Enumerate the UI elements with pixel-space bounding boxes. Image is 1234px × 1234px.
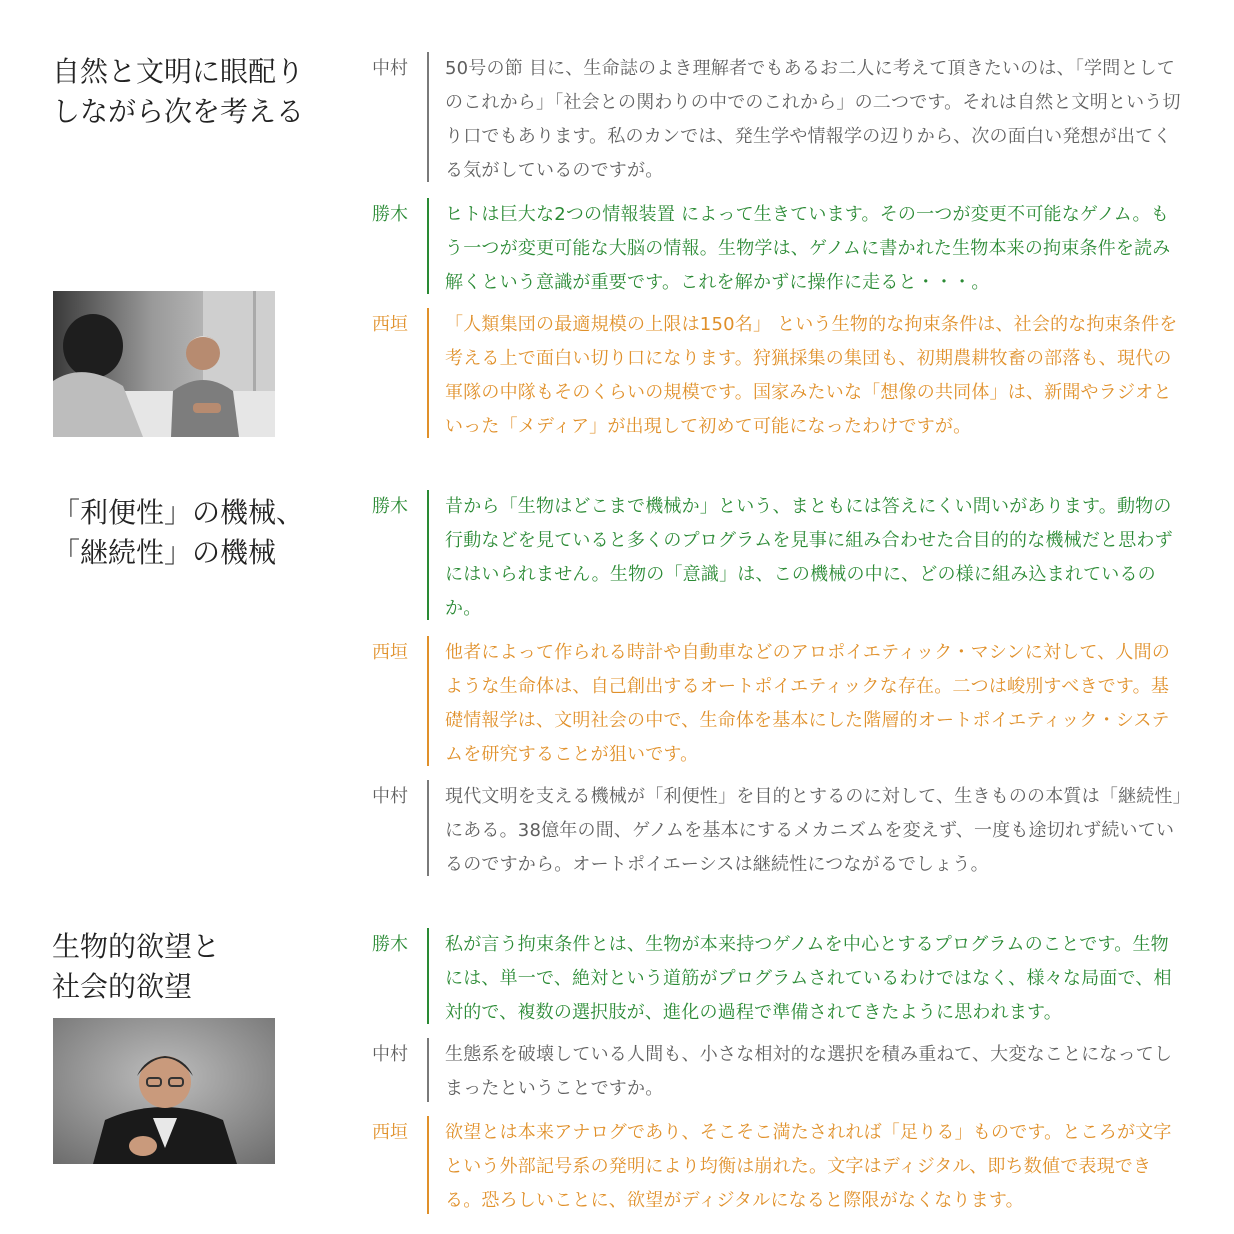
dialogue-text: 私が言う拘束条件とは、生物が本来持つゲノムを中心とするプログラムのことです。生物には、単一で、絶対という道筋がプログラムされているわけではなく、様々な局面で、相対的で、複数の選択肢が、進化の過程で準備されてきたように思われます。 (445, 934, 1172, 1023)
entry-3-nishigaki (372, 308, 1184, 438)
speaker-label: 中村 (372, 786, 408, 807)
dialogue-text: 他者によって作られる時計や自動車などのアロポイエティック・マシンに対して、人間のような生命体は、自己創出するオートポイエティックな存在。二つは峻別すべきです。基礎情報学は、文明社会の中で、生命体を基本にした階層的オートポイエティック・システムを研究することが狙いです。 (445, 642, 1171, 765)
speaker-label: 勝木 (372, 204, 408, 225)
speaker-bar (427, 636, 429, 766)
speaker-bar (427, 490, 429, 620)
speaker-label: 勝木 (372, 496, 408, 517)
speaker-bar (427, 780, 429, 876)
entry-2-katsuki (372, 198, 1184, 294)
speaker-bar (427, 1116, 429, 1214)
section-1-heading: 自然と文明に眼配り しながら次を考える (52, 55, 305, 128)
speaker-bar (427, 52, 429, 182)
section-3-heading: 生物的欲望と 社会的欲望 (52, 930, 221, 1003)
dialogue-text: ヒトは巨大な2つの情報装置 によって生きています。その一つが変更不可能なゲノム。もう一つが変更可能な大脳の情報。生物学は、ゲノムに書かれた生物本来の拘束条件を読み解くという意識が重要です。これを解かずに操作に走ると・・・。 (445, 204, 1171, 293)
dialogue-text: 昔から「生物はどこまで機械か」という、まともには答えにくい問いがあります。動物の行動などを見ていると多くのプログラムを見事に組み合わせた合目的的な機械だと思わずにはいられません。生物の「意識」は、この機械の中に、どの様に組み込まれているのか。 (445, 496, 1173, 619)
speaker-label: 西垣 (372, 314, 408, 335)
speaker-bar (427, 308, 429, 438)
dialogue-text: 欲望とは本来アナログであり、そこそこ満たされれば「足りる」ものです。ところが文字という外部記号系の発明により均衡は崩れた。文字はディジタル、即ち数値で表現できる。恐ろしいことに、欲望がディジタルになると際限がなくなります。 (445, 1122, 1172, 1211)
speaker-label: 西垣 (372, 1122, 408, 1143)
conversation-photo (53, 291, 275, 437)
entry-6-nakamura (372, 780, 1184, 876)
entry-8-nakamura (372, 1038, 1184, 1102)
speaker-label: 西垣 (372, 642, 408, 663)
entry-5-nishigaki (372, 636, 1184, 766)
speaker-label: 中村 (372, 58, 408, 79)
dialogue-text: 現代文明を支える機械が「利便性」を目的とするのに対して、生きものの本質は「継続性」にある。38億年の間、ゲノムを基本にするメカニズムを変えず、一度も途切れず続いているのですから。オートポイエーシスは継続性につながるでしょう。 (445, 786, 1182, 875)
speaker-label: 勝木 (372, 934, 408, 955)
section-2-heading: 「利便性」の機械、 「継続性」の機械 (52, 496, 305, 569)
speaker-bar (427, 198, 429, 294)
dialogue-text: 生態系を破壊している人間も、小さな相対的な選択を積み重ねて、大変なことになってしまったということですか。 (445, 1044, 1173, 1099)
entry-7-katsuki (372, 928, 1184, 1024)
entry-4-katsuki (372, 490, 1184, 620)
speaker-label: 中村 (372, 1044, 408, 1065)
entry-9-nishigaki (372, 1116, 1184, 1214)
entry-1-nakamura (372, 52, 1184, 182)
dialogue-text: 「人類集団の最適規模の上限は150名」 という生物的な拘束条件は、社会的な拘束条件を考える上で面白い切り口になります。狩猟採集の集団も、初期農耕牧畜の部落も、現代の軍隊の中隊もそのくらいの規模です。国家みたいな「想像の共同体」は、新聞やラジオといった「メディア」が出現して初めて可能になったわけですが。 (445, 314, 1178, 437)
portrait-photo (53, 1018, 275, 1164)
dialogue-text: 50号の節 目に、生命誌のよき理解者でもあるお二人に考えて頂きたいのは、「学問としてのこれから」「社会との関わりの中でのこれから」の二つです。それは自然と文明という切り口でもあります。私のカンでは、発生学や情報学の辺りから、次の面白い発想が出てくる気がしているのですが。 (445, 58, 1181, 181)
speaker-bar (427, 928, 429, 1024)
speaker-bar (427, 1038, 429, 1102)
